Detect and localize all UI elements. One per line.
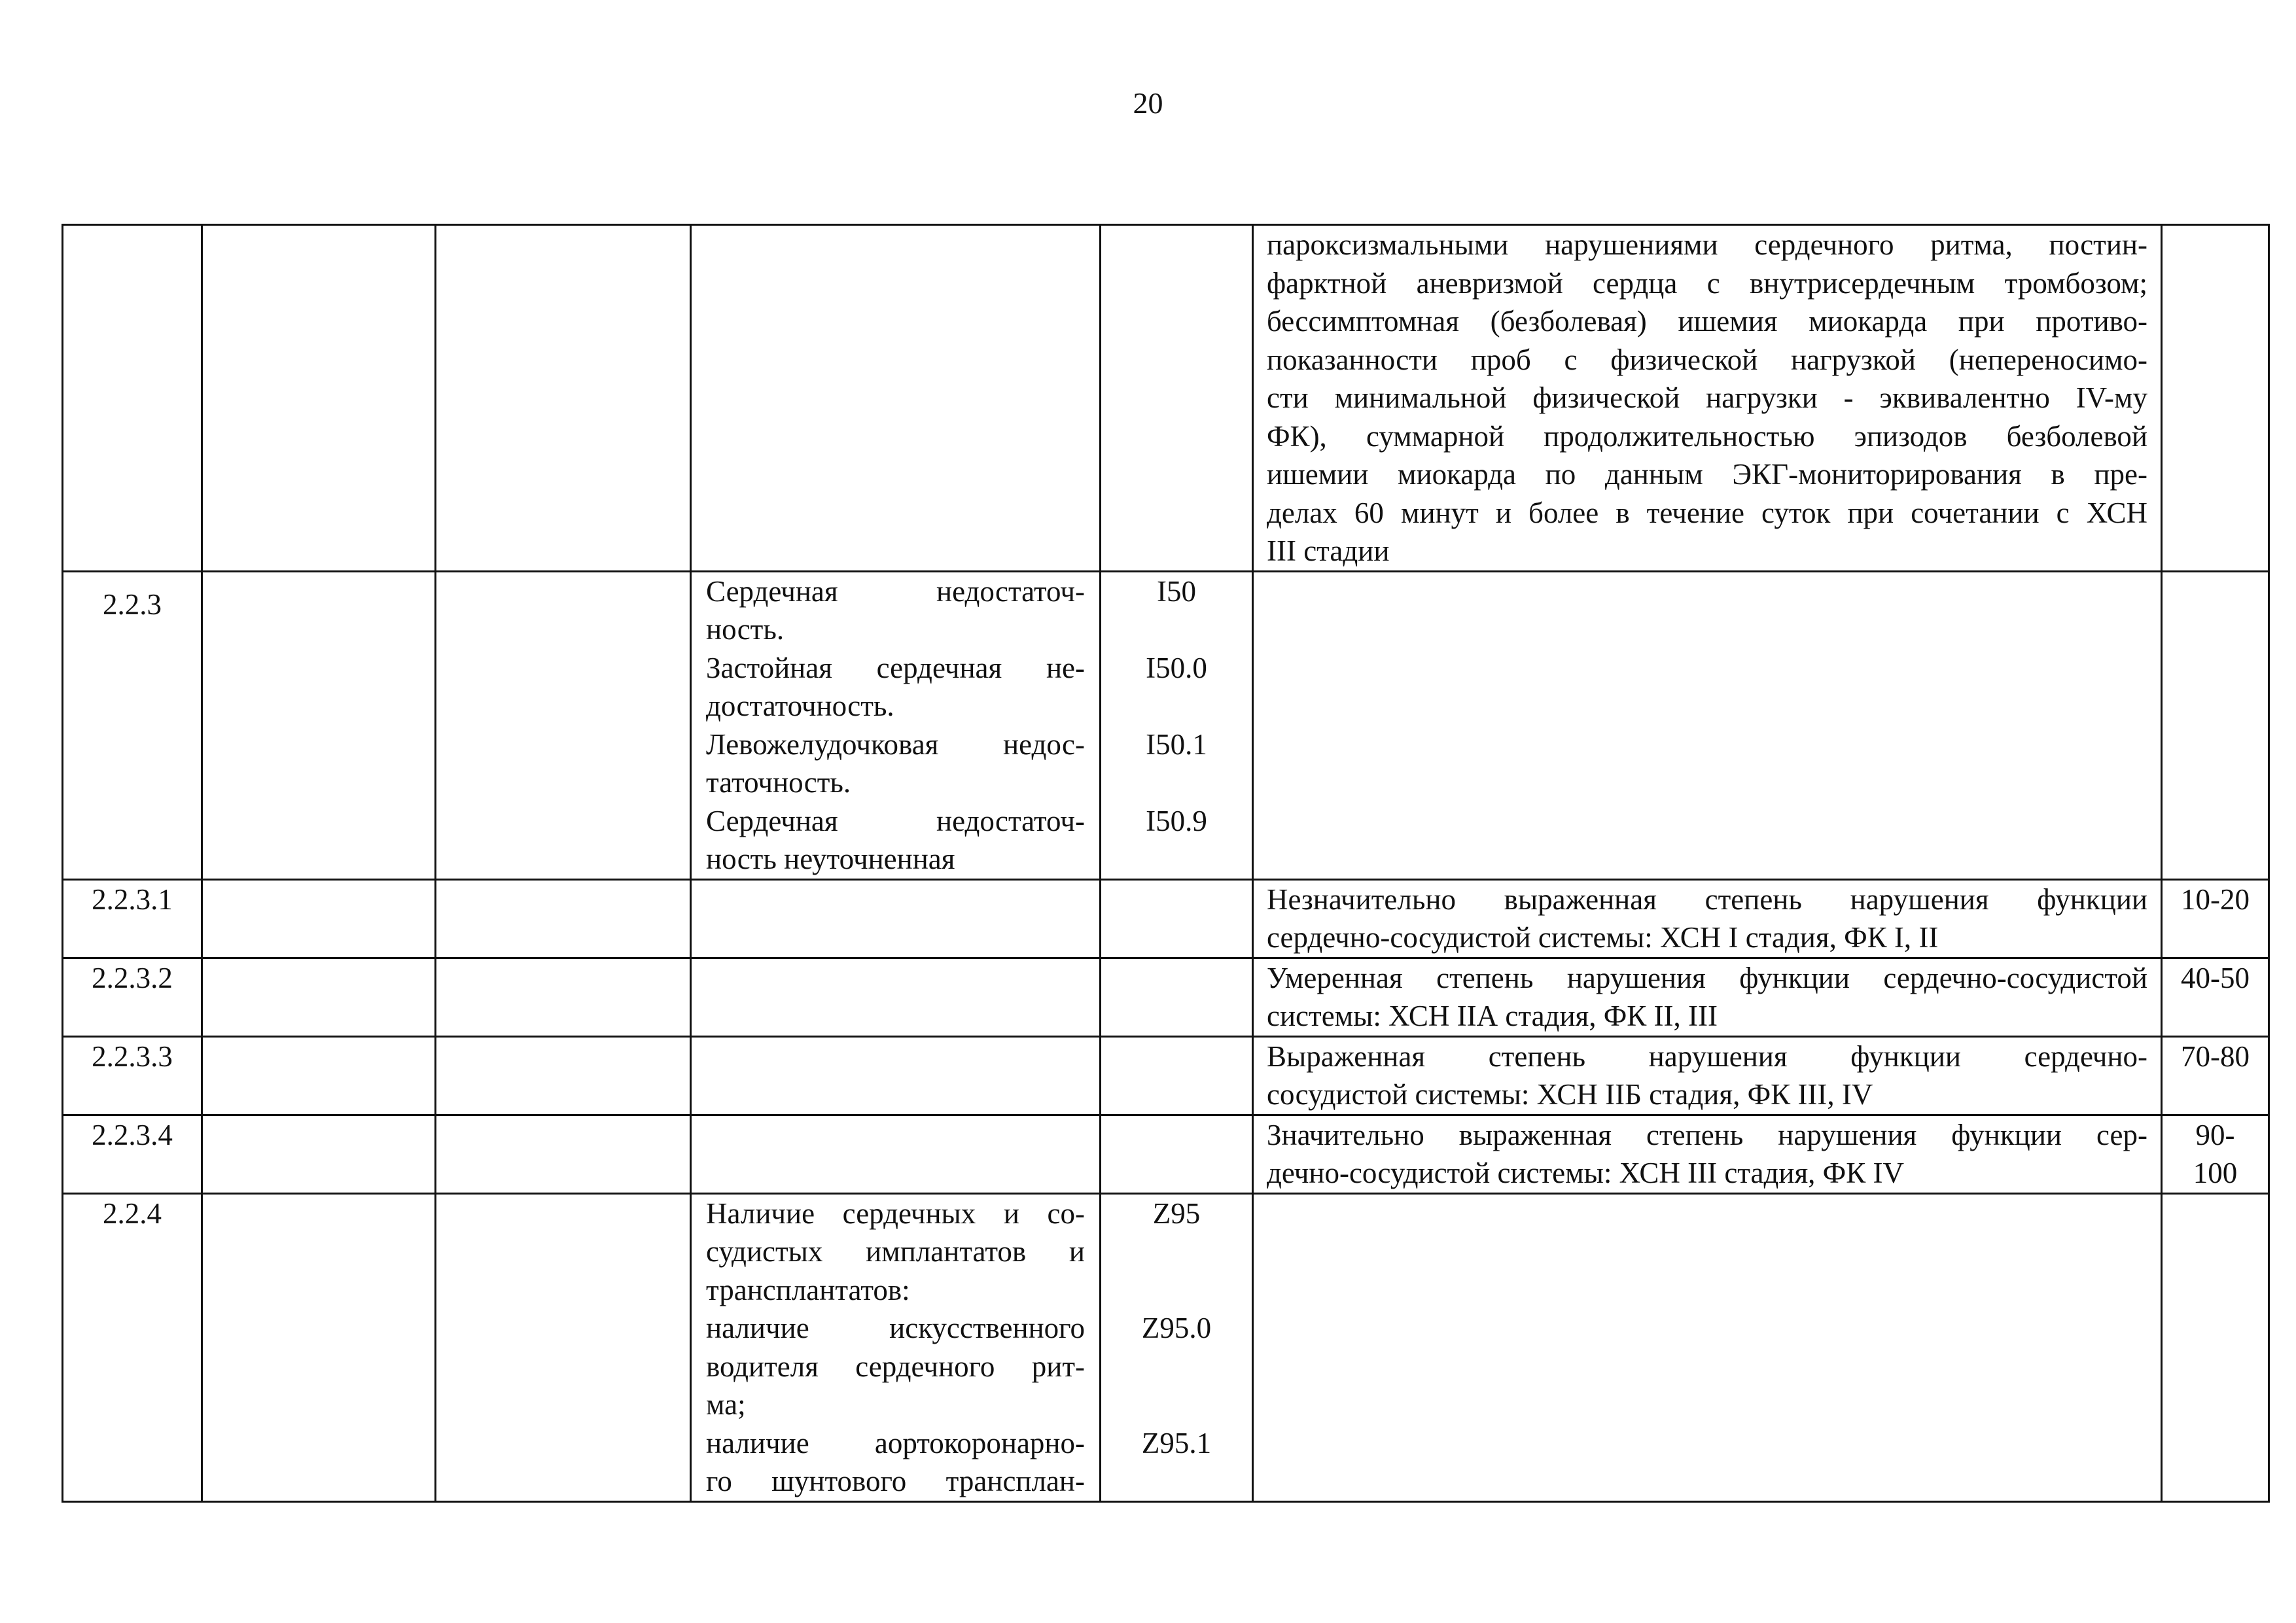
criteria-description-cell: [1253, 879, 2162, 958]
empty-cell: [436, 1036, 691, 1115]
description-line: сосудистой системы: ХСН IIБ стадия, ФК III, IV: [1267, 1078, 1873, 1111]
empty-cell: [202, 571, 436, 879]
empty-cell: [202, 1115, 436, 1193]
disease-name-cell: [691, 879, 1101, 958]
table-row: [63, 1036, 2269, 1115]
disease-name-line: Левожелудочковая недос-: [706, 727, 1085, 761]
criteria-description-cell: [1253, 1115, 2162, 1193]
empty-cell: [436, 1115, 691, 1193]
description-line: Умеренная степень нарушения функции сердечно-сосудистой: [1267, 961, 2147, 994]
criteria-description-cell: [1253, 958, 2162, 1036]
description-line: ишемии миокарда по данным ЭКГ-мониторирования в пре-: [1267, 458, 2147, 491]
empty-cell: [436, 571, 691, 879]
empty-cell: [436, 225, 691, 572]
item-number-cell: 2.2.3: [63, 571, 202, 879]
disease-name-line: ность.: [706, 613, 785, 646]
icd-code: I50.0: [1146, 651, 1207, 684]
disease-name-line: Застойная сердечная не-: [706, 651, 1085, 684]
description-line: пароксизмальными нарушениями сердечного ритма, постин-: [1267, 228, 2147, 261]
percentage-cell: 90- 100: [2162, 1115, 2269, 1193]
icd-code-cell: [1101, 571, 1253, 879]
percentage-cell: [2162, 1193, 2269, 1501]
percentage-cell: [2162, 225, 2269, 572]
disease-name-line: го шунтового трансплан-: [706, 1465, 1085, 1497]
icd-code-cell: [1101, 1036, 1253, 1115]
description-line: ФК), суммарной продолжительностью эпизодов безболевой: [1267, 419, 2147, 453]
item-number-cell: 2.2.3.3: [63, 1036, 202, 1115]
table-row: [63, 958, 2269, 1036]
disease-name-line: наличие искусственного: [706, 1312, 1085, 1344]
description-line: показанности проб с физической нагрузкой (непереносимо-: [1267, 343, 2147, 376]
description-line: Значительно выраженная степень нарушения функции сер-: [1267, 1118, 2147, 1151]
icd-code: Z95.0: [1141, 1312, 1212, 1344]
empty-cell: [202, 879, 436, 958]
description-line: фарктной аневризмой сердца с внутрисердечным тромбозом;: [1267, 266, 2147, 300]
disease-name-line: судистых имплантатов и: [706, 1235, 1085, 1268]
icd-code: Z95: [1152, 1196, 1201, 1230]
empty-cell: [202, 958, 436, 1036]
description-line: сердечно-сосудистой системы: ХСН I стадия, ФК I, II: [1267, 921, 1939, 954]
table-row: [63, 1115, 2269, 1193]
criteria-description-cell: [1253, 1193, 2162, 1501]
description-line: бессимптомная (безболевая) ишемия миокарда при противо-: [1267, 305, 2147, 338]
item-number-cell: 2.2.3.2: [63, 958, 202, 1036]
percentage-cell: 10-20: [2162, 879, 2269, 958]
disease-name-line: водителя сердечного рит-: [706, 1350, 1085, 1383]
description-line: делах 60 минут и более в течение суток при сочетании с ХСН: [1267, 496, 2147, 529]
description-line: III стадии: [1267, 534, 1390, 567]
empty-cell: [202, 225, 436, 572]
description-line: Выраженная степень нарушения функции сердечно-: [1267, 1039, 2147, 1073]
criteria-description-cell: [1253, 225, 2162, 572]
table-row: [63, 1193, 2269, 1501]
disease-name-line: наличие аортокоронарно-: [706, 1426, 1085, 1459]
icd-code-cell: [1101, 958, 1253, 1036]
empty-cell: [202, 1193, 436, 1501]
disease-name-line: ность неуточненная: [706, 843, 955, 875]
item-number-cell: 2.2.3.4: [63, 1115, 202, 1193]
disease-name-line: Сердечная недостаточ-: [706, 804, 1085, 837]
percentage-cell: 70-80: [2162, 1036, 2269, 1115]
icd-code: Z95.1: [1141, 1426, 1212, 1459]
disease-name-line: таточность.: [706, 766, 851, 799]
icd-code-cell: [1101, 879, 1253, 958]
description-line: сти минимальной физической нагрузки - эквивалентно IV-му: [1267, 381, 2147, 414]
description-line: системы: ХСН IIА стадия, ФК II, III: [1267, 1000, 1718, 1032]
empty-cell: [436, 958, 691, 1036]
disease-name-cell: [691, 958, 1101, 1036]
disease-name-line: Сердечная недостаточ-: [706, 574, 1085, 608]
page-number: 20: [1133, 86, 1163, 120]
icd-code-cell: [1101, 225, 1253, 572]
disease-name-line: достаточность.: [706, 689, 894, 722]
disability-criteria-table: [62, 224, 2270, 1503]
disease-name-cell: [691, 1036, 1101, 1115]
description-line: Незначительно выраженная степень нарушения функции: [1267, 882, 2147, 916]
disease-name-cell: [691, 1193, 1101, 1501]
description-line: дечно-сосудистой системы: ХСН III стадия, ФК IV: [1267, 1157, 1904, 1189]
disease-name-cell: [691, 1115, 1101, 1193]
criteria-description-cell: [1253, 1036, 2162, 1115]
disease-name-line: трансплантатов:: [706, 1273, 910, 1306]
disease-name-line: ма;: [706, 1388, 746, 1421]
criteria-description-cell: [1253, 571, 2162, 879]
icd-code-cell: [1101, 1193, 1253, 1501]
table-row: [63, 571, 2269, 879]
item-number-cell: [63, 225, 202, 572]
disease-name-cell: [691, 225, 1101, 572]
percentage-cell: 40-50: [2162, 958, 2269, 1036]
table-row: [63, 879, 2269, 958]
item-number-cell: 2.2.3.1: [63, 879, 202, 958]
table-row: [63, 225, 2269, 572]
percentage-cell: [2162, 571, 2269, 879]
icd-code: I50: [1157, 574, 1196, 608]
empty-cell: [202, 1036, 436, 1115]
empty-cell: [436, 879, 691, 958]
disease-name-line: Наличие сердечных и со-: [706, 1196, 1085, 1230]
icd-code: I50.9: [1146, 804, 1207, 837]
icd-code-cell: [1101, 1115, 1253, 1193]
icd-code: I50.1: [1146, 727, 1207, 761]
disease-name-cell: [691, 571, 1101, 879]
item-number-cell: 2.2.4: [63, 1193, 202, 1501]
empty-cell: [436, 1193, 691, 1501]
